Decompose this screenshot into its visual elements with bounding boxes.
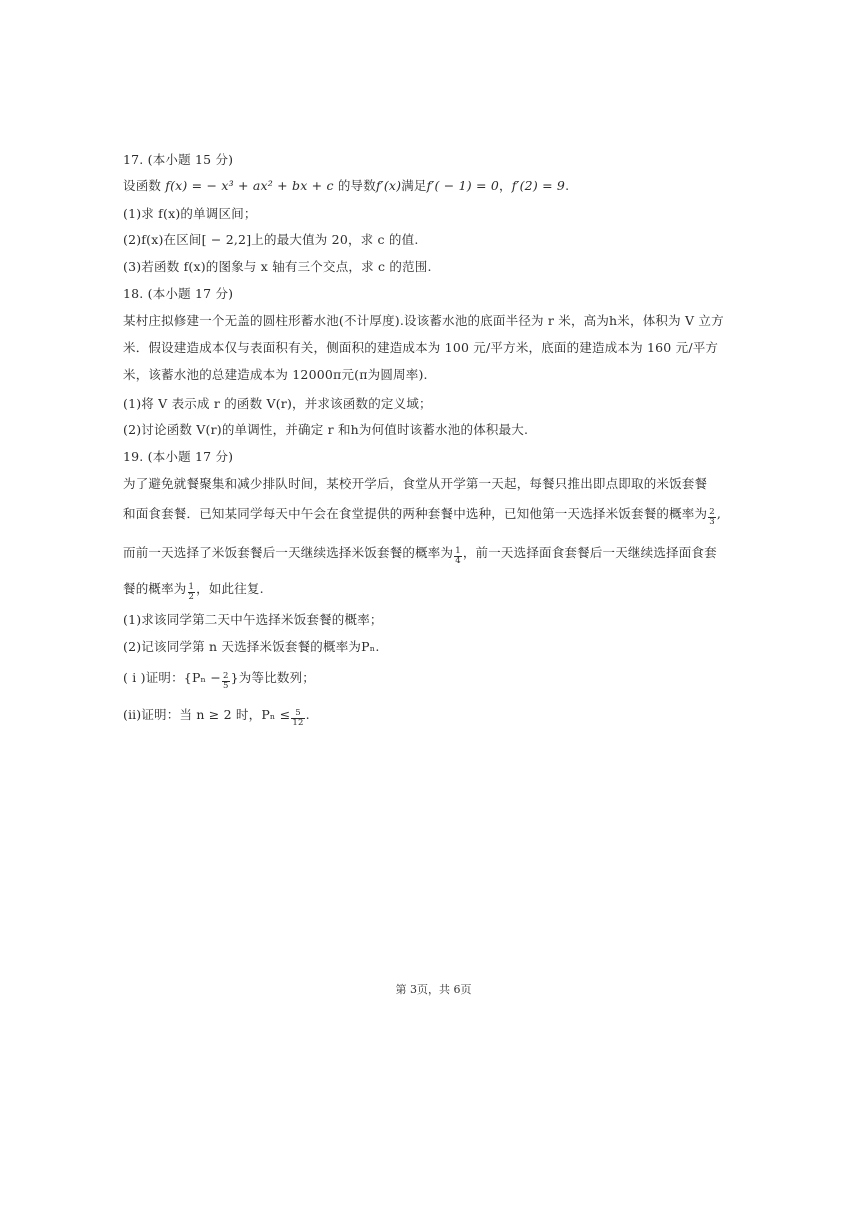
stem-text-d: ， xyxy=(499,178,512,193)
question-text: }为等比数列； xyxy=(230,670,315,685)
paragraph-text: 餐的概率为 xyxy=(123,581,187,596)
condition-2: f′(2) = 9 xyxy=(511,178,566,193)
question-text: (1)求 f(x)的单调区间； xyxy=(123,206,257,221)
fraction-denominator: 3 xyxy=(709,517,715,527)
fraction xyxy=(188,583,196,602)
fraction xyxy=(291,709,304,728)
fraction-denominator: 4 xyxy=(455,556,461,566)
problem-19-q2 xyxy=(123,639,380,655)
problem-17-header xyxy=(123,152,233,168)
fraction xyxy=(454,547,462,566)
fraction-denominator: 12 xyxy=(292,718,304,728)
paragraph-text: 米，该蓄水池的总建造成本为 12000π元(π为圆周率). xyxy=(123,367,428,382)
stem-text-e: . xyxy=(565,178,570,193)
problem-19-para-2 xyxy=(123,506,721,527)
fraction xyxy=(222,672,230,691)
page-footer: 第 3页，共 6页 xyxy=(395,983,472,996)
derivative-expression: f′(x) xyxy=(375,178,402,193)
fraction-denominator: 5 xyxy=(223,681,229,691)
fraction-numerator: 2 xyxy=(223,671,229,681)
problem-17-q2 xyxy=(123,232,419,248)
problem-19-header xyxy=(123,449,233,465)
problem-19-q1 xyxy=(123,612,383,628)
question-text: (1)将 V 表示成 r 的函数 V(r)，并求该函数的定义域； xyxy=(123,396,432,411)
question-text: (2)记该同学第 n 天选择米饭套餐的概率为Pₙ. xyxy=(123,639,380,654)
condition-1: f′( − 1) = 0 xyxy=(426,178,500,193)
question-text: (ⅱ)证明：当 n ≥ 2 时，Pₙ ≤ xyxy=(123,707,291,722)
fraction-denominator: 2 xyxy=(188,592,195,602)
problem-18-para-1 xyxy=(123,313,724,329)
paragraph-text: 和面食套餐．已知某同学每天中午会在食堂提供的两种套餐中选种，已知他第一天选择米饭套餐的概率为 xyxy=(123,506,708,521)
paragraph-text: 为了避免就餐聚集和减少排队时间，某校开学后，食堂从开学第一天起，每餐只推出即点即取的米饭套餐 xyxy=(123,476,708,491)
question-text: (2)讨论函数 V(r)的单调性，并确定 r 和h为何值时该蓄水池的体积最大. xyxy=(123,422,529,437)
question-text: (2)f(x)在区间[ − 2,2]上的最大值为 20，求 c 的值. xyxy=(123,232,419,247)
problem-19-q2-ii xyxy=(123,707,310,728)
question-text: (1)求该同学第二天中午选择米饭套餐的概率； xyxy=(123,612,383,627)
paragraph-text: , xyxy=(716,506,721,521)
fraction-numerator: 1 xyxy=(188,582,195,592)
problem-18-para-3 xyxy=(123,367,428,383)
problem-19-para-4 xyxy=(123,581,264,602)
problem-18-para-2 xyxy=(123,340,718,356)
fraction-numerator: 1 xyxy=(455,546,461,556)
problem-19-q2-i xyxy=(123,670,315,691)
problem-17-q1 xyxy=(123,206,257,222)
problem-17-q3 xyxy=(123,259,432,275)
paragraph-text: 而前一天选择了米饭套餐后一天继续选择米饭套餐的概率为 xyxy=(123,545,454,560)
stem-text-a: 设函数 xyxy=(123,178,166,193)
problem-19-para-1 xyxy=(123,476,707,492)
question-text: ( ⅰ )证明：{Pₙ − xyxy=(123,670,222,685)
problem-18-q2 xyxy=(123,422,528,438)
problem-18-q1 xyxy=(123,396,432,412)
question-text: (3)若函数 f(x)的图象与 x 轴有三个交点，求 c 的范围. xyxy=(123,259,432,274)
paragraph-text: 某村庄拟修建一个无盖的圆柱形蓄水池(不计厚度).设该蓄水池的底面半径为 r 米，高为h米，体积为 V 立方 xyxy=(123,313,724,328)
fraction-numerator: 5 xyxy=(291,709,304,719)
fraction-numerator: 2 xyxy=(709,507,715,517)
problem-18-header-text: 18. (本小题 17 分) xyxy=(123,286,234,301)
stem-text-c: 满足 xyxy=(401,178,427,193)
question-text: . xyxy=(305,707,310,722)
paragraph-text: 米．假设建造成本仅与表面积有关，侧面积的建造成本为 100 元/平方米，底面的建造成本为 160 元/平方 xyxy=(123,340,719,355)
problem-18-header xyxy=(123,286,233,302)
problem-19-para-3 xyxy=(123,545,717,566)
function-expression: f(x) = − x³ + ax² + bx + c xyxy=(165,178,334,193)
problem-17-stem xyxy=(123,178,569,194)
fraction xyxy=(708,508,716,527)
paragraph-text: ，如此往复. xyxy=(196,581,264,596)
problem-19-header-text: 19. (本小题 17 分) xyxy=(123,449,234,464)
stem-text-b: 的导数 xyxy=(333,178,376,193)
paragraph-text: ，前一天选择面食套餐后一天继续选择面食套 xyxy=(462,545,717,560)
problem-17-header-text: 17. (本小题 15 分) xyxy=(123,152,234,167)
